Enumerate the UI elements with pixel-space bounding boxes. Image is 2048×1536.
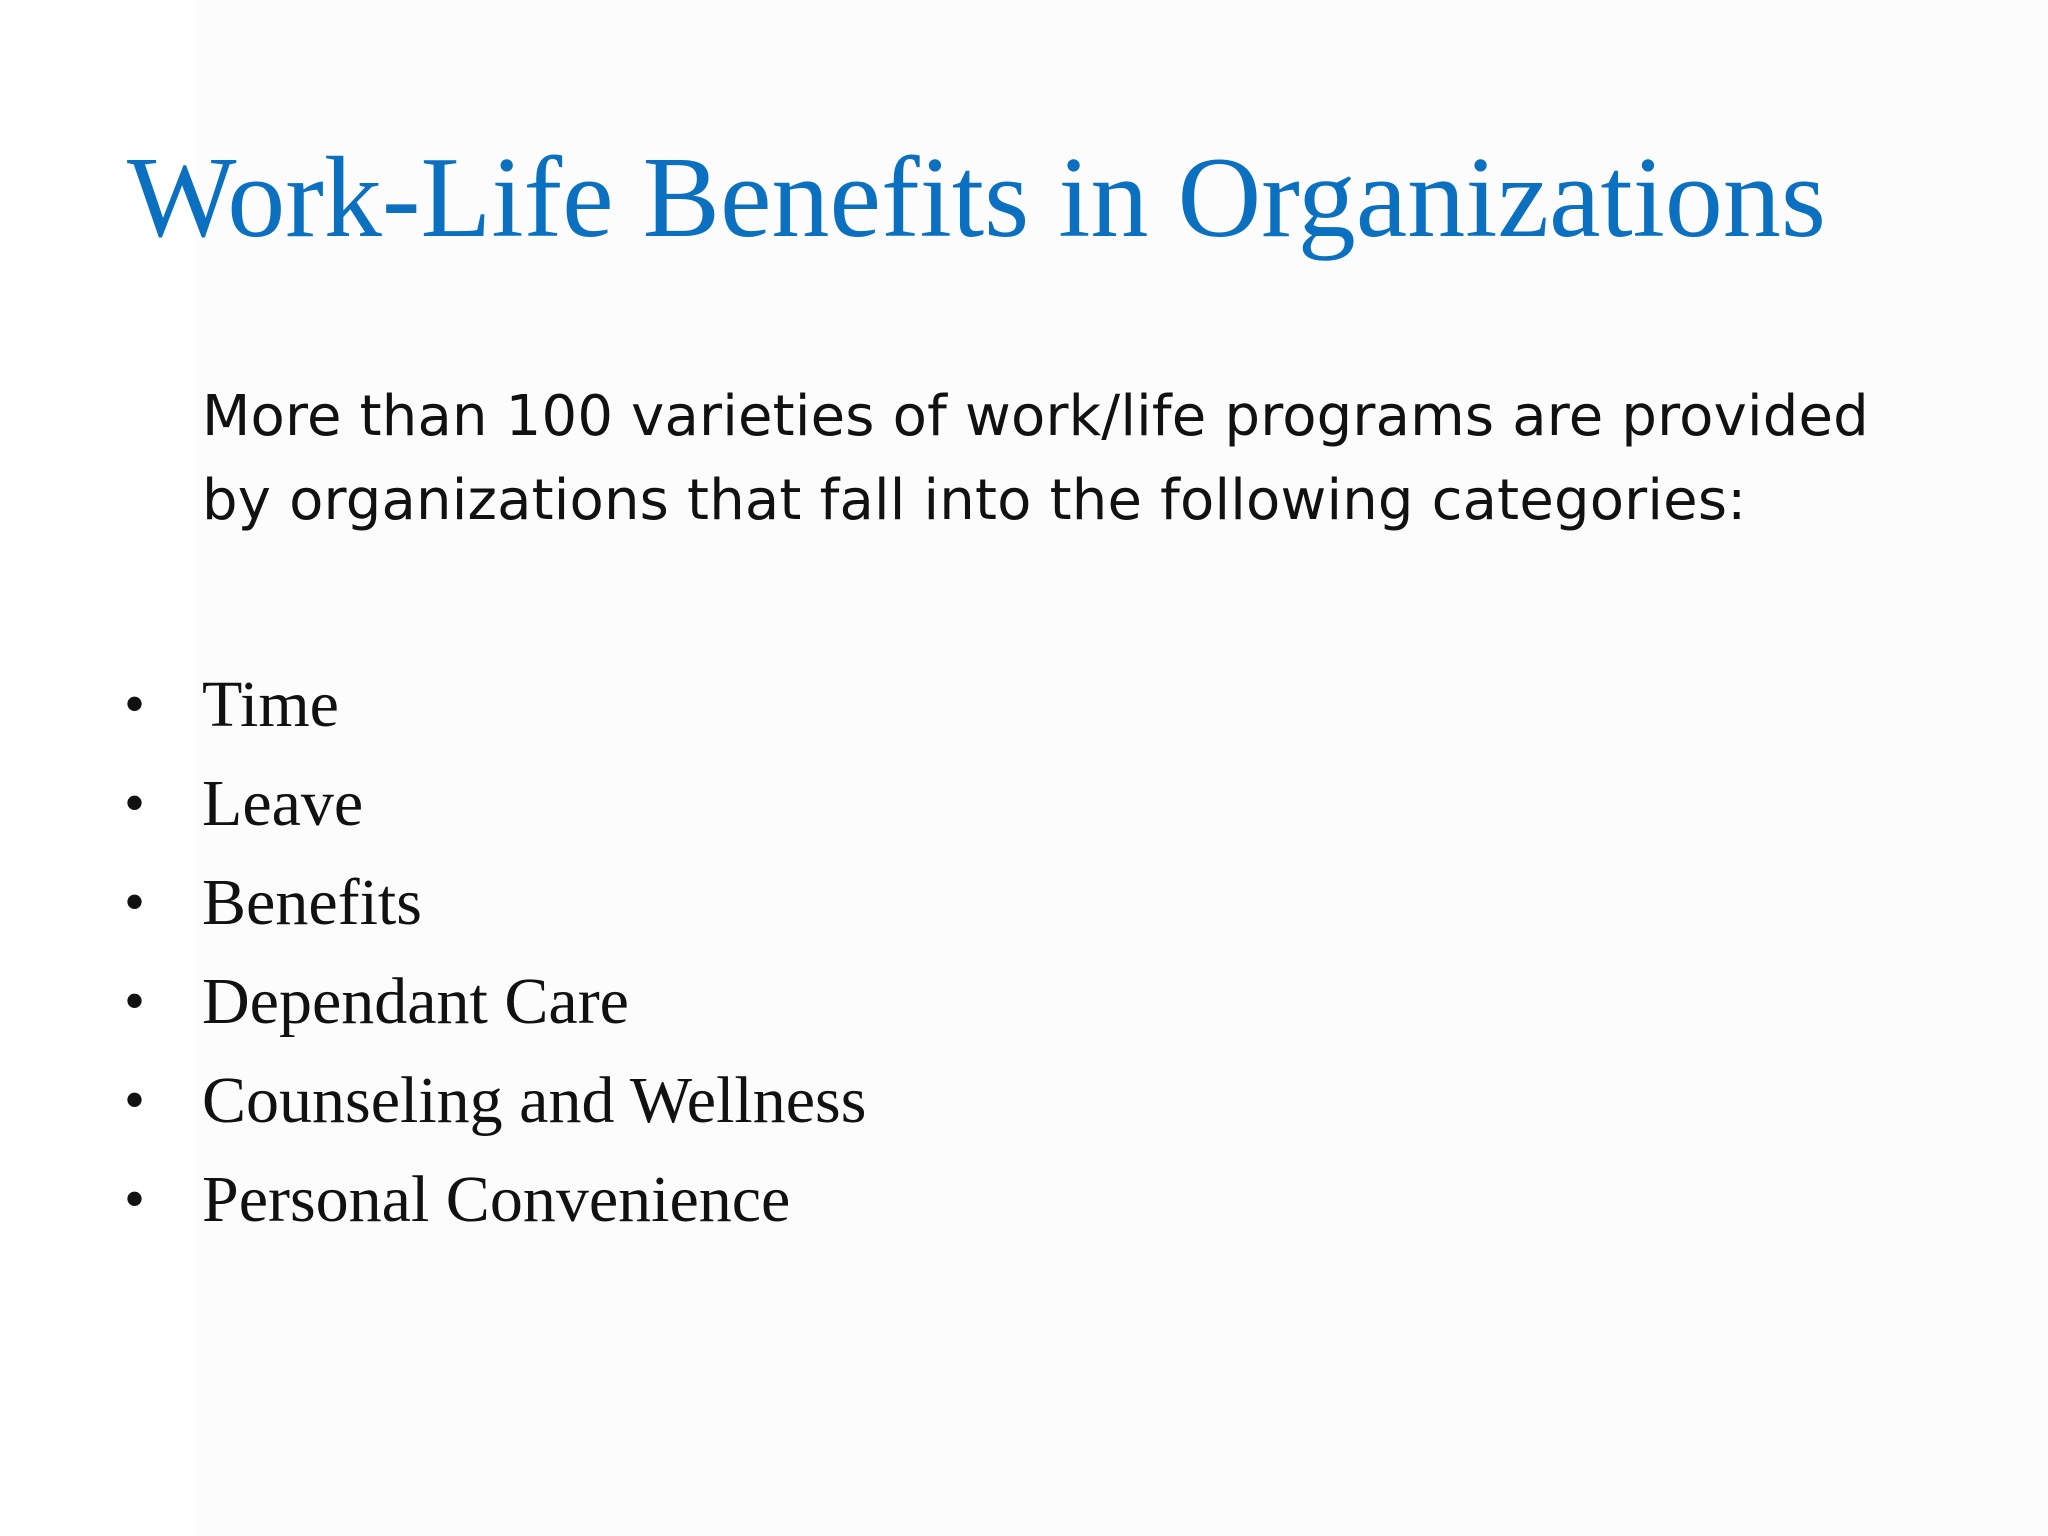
- intro-paragraph: [202, 375, 1982, 543]
- category-list: [0, 655, 1400, 1249]
- category-label-benefits: Benefits: [202, 866, 422, 939]
- bullet-icon: •: [124, 671, 146, 737]
- bullet-icon: •: [124, 770, 146, 836]
- category-label-dependant-care: Dependant Care: [202, 965, 629, 1038]
- list-item: [0, 655, 1400, 754]
- category-label-time: Time: [202, 668, 339, 741]
- list-item: [0, 754, 1400, 853]
- list-item: [0, 1051, 1400, 1150]
- bullet-icon: •: [124, 1166, 146, 1232]
- list-item: [0, 952, 1400, 1051]
- bullet-icon: •: [124, 869, 146, 935]
- bullet-icon: •: [124, 1067, 146, 1133]
- list-item: [0, 1150, 1400, 1249]
- category-label-counseling-wellness: Counseling and Wellness: [202, 1064, 867, 1137]
- intro-line-2: by organizations that fall into the following categories:: [202, 468, 1747, 533]
- slide-title: Work-Life Benefits in Organizations: [127, 134, 1827, 262]
- bullet-icon: •: [124, 968, 146, 1034]
- intro-line-1: More than 100 varieties of work/life programs are provided: [202, 384, 1869, 449]
- category-label-personal-convenience: Personal Convenience: [202, 1163, 791, 1236]
- list-item: [0, 853, 1400, 952]
- category-label-leave: Leave: [202, 767, 364, 840]
